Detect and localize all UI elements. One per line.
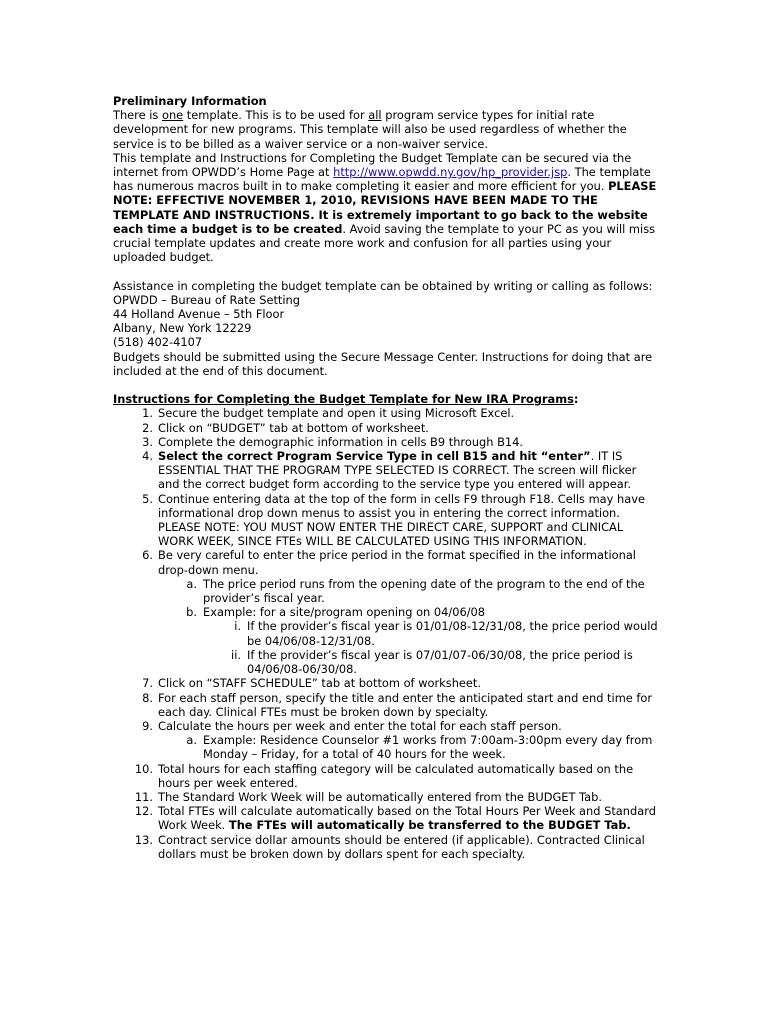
list-item: 12. Total FTEs will calculate automatically based on the Total Hours Per Week and Standard Work Week. The FTEs will automatically be transferred to the BUDGET Tab.: [134, 804, 656, 833]
list-item: i. If the provider’s fiscal year is 01/01/08-12/31/08, the price period would be 04/06/08-12/31/08.: [234, 619, 658, 648]
list-item: ii. If the provider’s fiscal year is 07/01/07-06/30/08, the price period is 04/06/08-06/30/08.: [231, 647, 633, 677]
list-item: a. The price period runs from the opening date of the program to the end of the provider’s fiscal year.: [186, 576, 645, 606]
list-item: 4. Select the correct Program Service Type in cell B15 and hit “enter”. IT IS ESSENTIAL THAT THE PROGRAM TYPE SELECTED IS CORRECT. The screen will flicker and the correct budget form according to the service type you entered will appear.: [142, 449, 637, 492]
preliminary-paragraph-1: There is one template. This is to be used for all program service types for initial rate development for new programs. This template will also be used regardless of whether the service is to be billed as a waiver service or a non-waiver service.: [113, 108, 627, 151]
submission-note: Budgets should be submitted using the Secure Message Center. Instructions for doing that are included at the end of this document.: [113, 349, 653, 378]
list-item: 2. Click on “BUDGET” tab at bottom of worksheet.: [142, 420, 429, 435]
list-item: b. Example: for a site/program opening on 04/06/08: [186, 605, 486, 620]
list-item: 10. Total hours for each staffing category will be calculated automatically based on the hours per week entered.: [134, 761, 634, 790]
list-item: 1. Secure the budget template and open it using Microsoft Excel.: [142, 406, 515, 421]
address-street: 44 Holland Avenue – 5th Floor: [113, 307, 285, 322]
list-item: 5. Continue entering data at the top of the form in cells F9 through F18. Cells may have informational drop down menus to assist you in entering the correct information. PLEASE NOTE: YOU MUST NOW ENTER THE DIRECT CARE, SUPPORT and CLINICAL WORK WEEK, SINCE FTEs WILL BE CALCULATED USING THIS INFORMATION.: [142, 491, 645, 549]
assistance-intro: Assistance in completing the budget template can be obtained by writing or calling as follows:: [113, 278, 653, 293]
instructions-heading: Instructions for Completing the Budget Template for New IRA Programs:: [113, 392, 579, 407]
list-item: 9. Calculate the hours per week and enter the total for each staff person.: [142, 718, 562, 733]
preliminary-heading: Preliminary Information: [113, 94, 267, 108]
list-item: 7. Click on “STAFF SCHEDULE” tab at bottom of worksheet.: [142, 676, 482, 691]
document-page: [113, 94, 659, 861]
list-item: 13. Contract service dollar amounts should be entered (if applicable). Contracted Clinical dollars must be broken down by dollars spent for each specialty.: [134, 832, 645, 861]
address-phone: (518) 402-4107: [113, 335, 203, 350]
instructions-list: [113, 406, 659, 861]
address-organization: OPWDD – Bureau of Rate Setting: [113, 292, 300, 307]
list-item: 3. Complete the demographic information in cells B9 through B14.: [142, 434, 524, 449]
preliminary-paragraph-2: This template and Instructions for Completing the Budget Template can be secured via the internet from OPWDD’s Home Page at http://www.opwdd.ny.gov/hp_provider.jsp. The template has numerous macros built in to make completing it easier and more efficient for you. PLEASE NOTE: EFFECTIVE NOVEMBER 1, 2010, REVISIONS HAVE BEEN MADE TO THE TEMPLATE AND INSTRUCTIONS. It is extremely important to go back to the website each time a budget is to be created. Avoid saving the template to your PC as you will miss crucial template updates and create more work and confusion for all parties using your uploaded budget.: [113, 150, 657, 265]
list-item: 11. The Standard Work Week will be automatically entered from the BUDGET Tab.: [134, 789, 602, 804]
list-item: a. Example: Residence Counselor #1 works from 7:00am-3:00pm every day from Monday – Friday, for a total of 40 hours for the week.: [186, 733, 653, 762]
list-item: 8. For each staff person, specify the title and enter the anticipated start and end time for each day. Clinical FTEs must be broken down by specialty.: [142, 690, 653, 719]
list-item: 6. Be very careful to enter the price period in the format specified in the informational drop-down menu.: [142, 548, 636, 577]
opwdd-provider-link[interactable]: http://www.opwdd.ny.gov/hp_provider.jsp: [333, 165, 568, 180]
address-city: Albany, New York 12229: [113, 321, 252, 336]
